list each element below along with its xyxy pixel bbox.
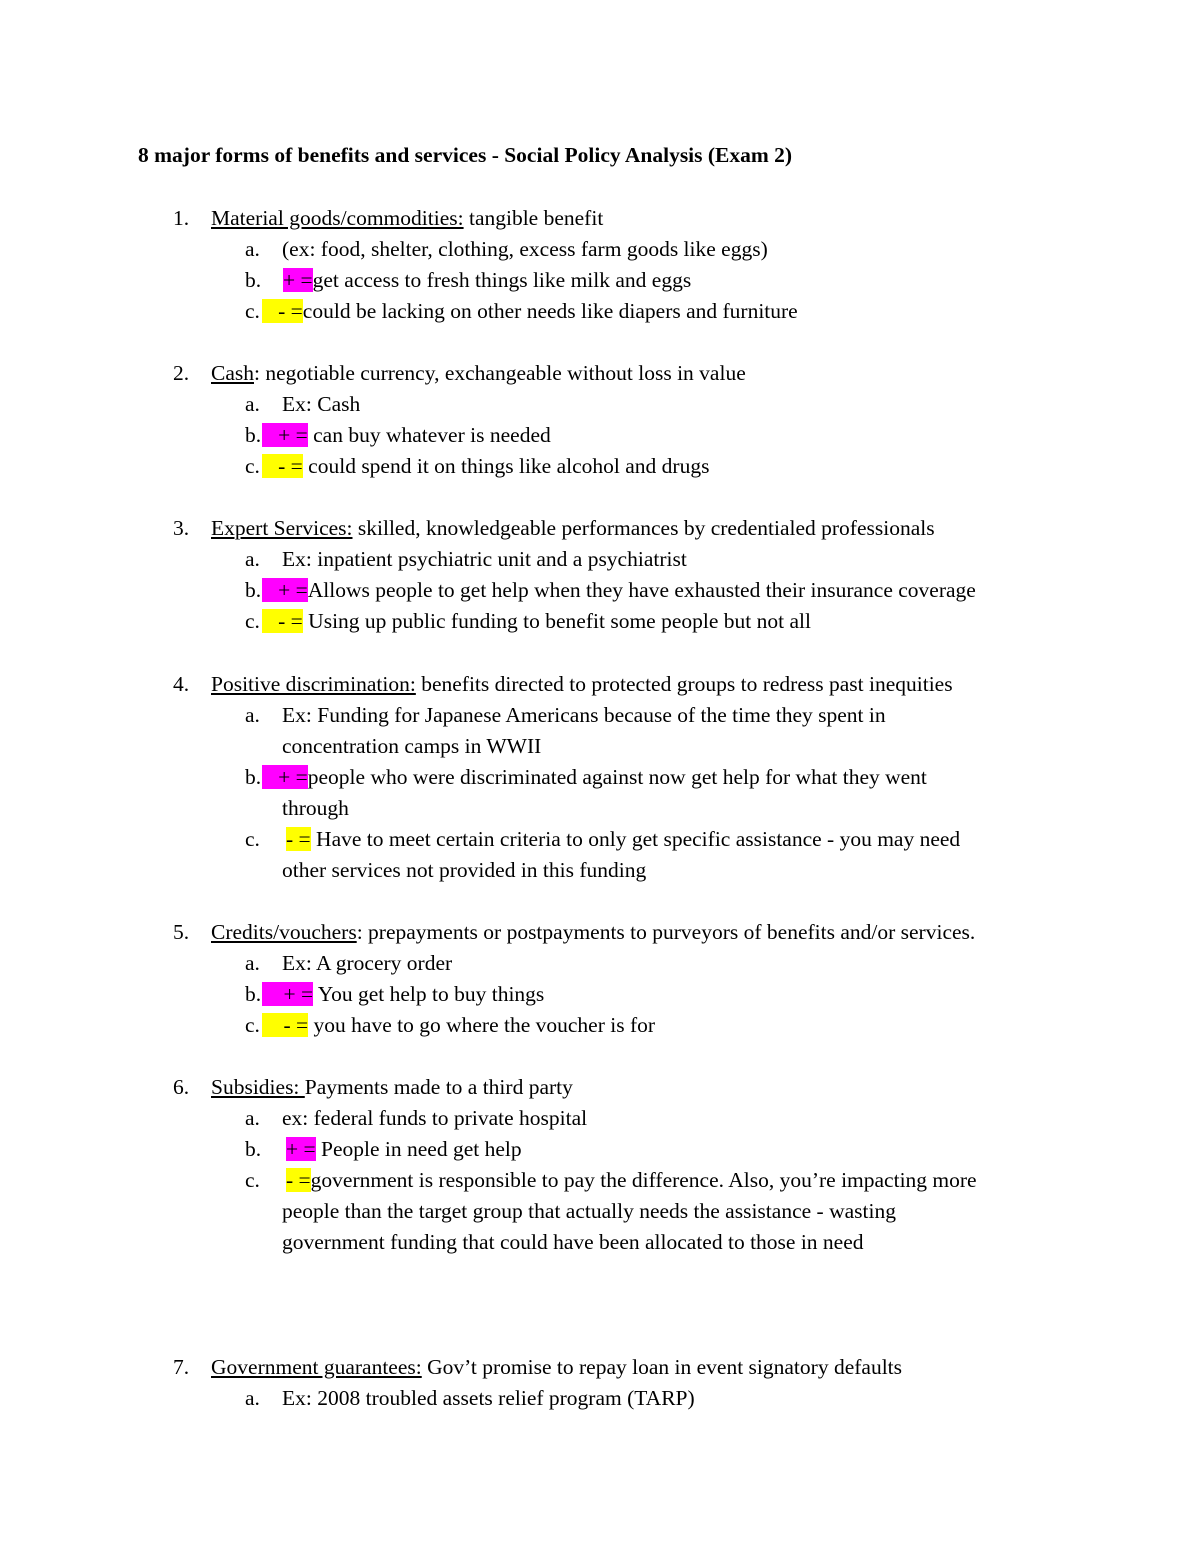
list-item (0, 1165, 1200, 1196)
minus-marker: - = (286, 1168, 311, 1192)
list-letter: a. (245, 1386, 260, 1410)
list-number: 1. (173, 206, 190, 230)
pro-text: can buy whatever is needed (307, 423, 551, 447)
minus-marker: - = (278, 609, 303, 633)
example-text-continued: concentration camps in WWII (282, 734, 542, 758)
list-item (0, 451, 1200, 482)
definition: benefits directed to protected groups to redress past inequities (415, 672, 953, 696)
list-number: 2. (173, 361, 190, 385)
list-number: 7. (173, 1355, 190, 1379)
list-letter: b. (245, 765, 262, 789)
pro-text: You get help to buy things (313, 982, 545, 1006)
con-text: you have to go where the voucher is for (308, 1013, 656, 1037)
definition: skilled, knowledgeable performances by credentialed professionals (352, 516, 935, 540)
plus-marker: + = (286, 1137, 316, 1161)
list-item (0, 420, 1200, 451)
example-text: Ex: Cash (282, 392, 361, 416)
minus-marker: - = (278, 454, 303, 478)
minus-marker: - = (278, 299, 303, 323)
list-item (0, 265, 1200, 296)
definition: : prepayments or postpayments to purveyors of benefits and/or services. (356, 920, 976, 944)
con-text: Using up public funding to benefit some people but not all (302, 609, 811, 633)
list-item (0, 948, 1200, 979)
section-heading (0, 203, 1200, 234)
list-item-continuation (0, 855, 1200, 886)
list-item (0, 1134, 1200, 1165)
list-item (0, 979, 1200, 1010)
list-letter: b. (245, 1137, 262, 1161)
list-item-continuation (0, 1196, 1200, 1227)
list-item (0, 824, 1200, 855)
list-item (0, 1010, 1200, 1041)
list-item (0, 1103, 1200, 1134)
list-letter: a. (245, 703, 260, 727)
term: Material goods/commodities: (211, 206, 464, 230)
term: Government guarantees: (211, 1355, 422, 1379)
pro-text: Allows people to get help when they have exhausted their insurance coverage (307, 578, 976, 602)
list-letter: a. (245, 392, 260, 416)
term: Credits/vouchers (211, 920, 357, 944)
section-5 (0, 917, 1200, 1041)
minus-marker: - = (286, 827, 311, 851)
term: Subsidies: (211, 1075, 305, 1099)
list-letter: a. (245, 237, 260, 261)
example-text: Ex: inpatient psychiatric unit and a psychiatrist (282, 547, 687, 571)
list-letter: c. (245, 609, 260, 633)
plus-marker: + = (283, 268, 313, 292)
con-text: could spend it on things like alcohol and drugs (302, 454, 710, 478)
list-item-continuation (0, 1227, 1200, 1258)
list-item (0, 1383, 1200, 1414)
definition: Payments made to a third party (304, 1075, 573, 1099)
con-text: government is responsible to pay the difference. Also, you’re impacting more (310, 1168, 977, 1192)
section-1 (0, 203, 1200, 327)
list-letter: a. (245, 1106, 260, 1130)
example-text: Ex: Funding for Japanese Americans because of the time they spent in (282, 703, 886, 727)
list-letter: c. (245, 1013, 260, 1037)
con-text-continued: other services not provided in this funding (282, 858, 647, 882)
definition: : negotiable currency, exchangeable without loss in value (254, 361, 746, 385)
section-heading (0, 358, 1200, 389)
term: Cash (211, 361, 254, 385)
definition: tangible benefit (463, 206, 604, 230)
list-letter: b. (245, 578, 262, 602)
section-7 (0, 1352, 1200, 1414)
con-text: could be lacking on other needs like diapers and furniture (302, 299, 798, 323)
list-item (0, 575, 1200, 606)
list-letter: c. (245, 299, 260, 323)
list-item (0, 762, 1200, 793)
section-heading (0, 1352, 1200, 1383)
example-text: (ex: food, shelter, clothing, excess farm goods like eggs) (282, 237, 768, 261)
list-number: 4. (173, 672, 190, 696)
section-6 (0, 1072, 1200, 1258)
pro-text: get access to fresh things like milk and eggs (312, 268, 692, 292)
example-text: ex: federal funds to private hospital (282, 1106, 588, 1130)
list-item (0, 296, 1200, 327)
section-heading (0, 917, 1200, 948)
list-letter: c. (245, 1168, 260, 1192)
plus-marker: + = (278, 765, 308, 789)
list-letter: b. (245, 982, 262, 1006)
plus-marker: + = (283, 982, 314, 1006)
plus-marker: + = (278, 423, 308, 447)
list-number: 3. (173, 516, 190, 540)
list-letter: c. (245, 827, 260, 851)
page-title: 8 major forms of benefits and services - Social Policy Analysis (Exam 2) (138, 143, 793, 167)
list-item (0, 544, 1200, 575)
list-item (0, 234, 1200, 265)
list-item-continuation (0, 731, 1200, 762)
term: Expert Services: (211, 516, 353, 540)
example-text: Ex: A grocery order (282, 951, 453, 975)
pro-text: people who were discriminated against now get help for what they went (307, 765, 927, 789)
list-item-continuation (0, 793, 1200, 824)
list-letter: c. (245, 454, 260, 478)
section-heading (0, 669, 1200, 700)
list-item (0, 700, 1200, 731)
list-letter: a. (245, 951, 260, 975)
pro-text-continued: through (282, 796, 349, 820)
list-letter: b. (245, 268, 262, 292)
definition: Gov’t promise to repay loan in event signatory defaults (421, 1355, 903, 1379)
section-heading (0, 513, 1200, 544)
example-text: Ex: 2008 troubled assets relief program (TARP) (282, 1386, 695, 1410)
list-letter: b. (245, 423, 262, 447)
section-heading (0, 1072, 1200, 1103)
section-3 (0, 513, 1200, 637)
list-item (0, 389, 1200, 420)
list-letter: a. (245, 547, 260, 571)
pro-text: People in need get help (315, 1137, 522, 1161)
con-text: Have to meet certain criteria to only get specific assistance - you may need (310, 827, 961, 851)
plus-marker: + = (278, 578, 308, 602)
section-2 (0, 358, 1200, 482)
term: Positive discrimination: (211, 672, 416, 696)
con-text-continued: people than the target group that actually needs the assistance - wasting (282, 1199, 896, 1223)
list-number: 6. (173, 1075, 190, 1099)
list-number: 5. (173, 920, 190, 944)
minus-marker: - = (283, 1013, 309, 1037)
list-item (0, 606, 1200, 637)
section-4 (0, 669, 1200, 886)
con-text-continued: government funding that could have been allocated to those in need (282, 1230, 864, 1254)
